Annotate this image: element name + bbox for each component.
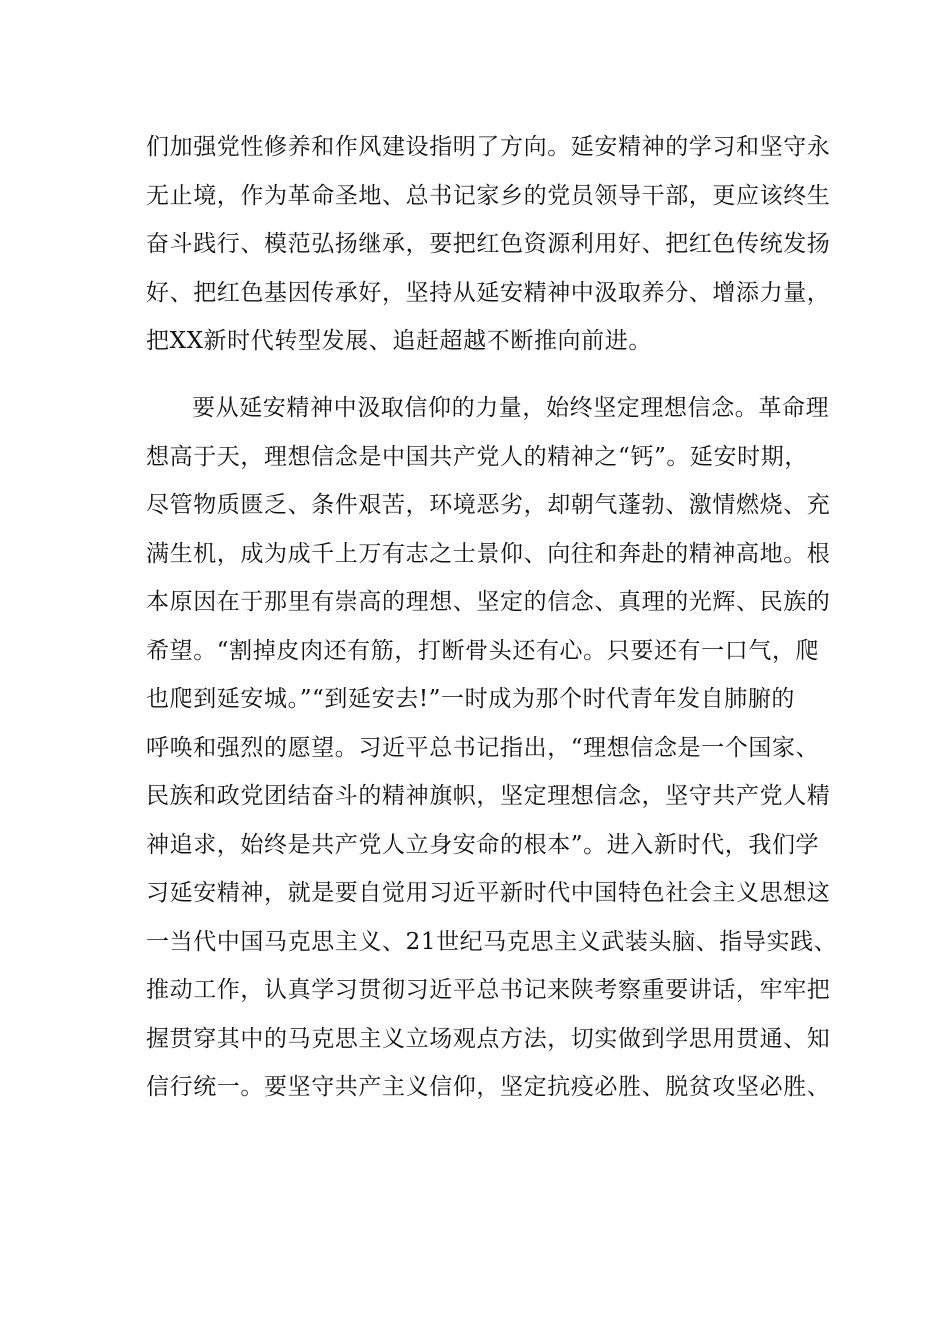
text-line: 也爬到延安城。”“到延安去!”一时成为那个时代青年发自肺腑的: [146, 686, 796, 712]
text-line: 好、把红色基因传承好，坚持从延安精神中汲取养分、增添力量，: [146, 279, 831, 306]
text-line: 习延安精神，就是要自觉用习近平新时代中国特色社会主义思想这: [146, 880, 831, 906]
paragraph-1: [146, 123, 831, 366]
text-line: 呼唤和强烈的愿望。习近平总书记指出，“理想信念是一个国家、: [146, 734, 820, 761]
text-line: 民族和政党团结奋斗的精神旗帜，坚定理想信念，坚守共产党人精: [146, 783, 831, 809]
text-line: 希望。“割掉皮肉还有筋，打断骨头还有心。只要还有一口气，爬: [146, 637, 820, 664]
text-line: 握贯穿其中的马克思主义立场观点方法，切实做到学思用贯通、知: [146, 1025, 831, 1052]
text-line: 无止境，作为革命圣地、总书记家乡的党员领导干部，更应该终生: [146, 182, 831, 209]
text-line: 信行统一。要坚守共产主义信仰，坚定抗疫必胜、脱贫攻坚必胜、: [146, 1074, 831, 1100]
text-line: 奋斗践行、模范弘扬继承，要把红色资源利用好、把红色传统发扬: [146, 231, 831, 257]
text-line: 本原因在于那里有崇高的理想、坚定的信念、真理的光辉、民族的: [146, 589, 831, 615]
paragraph-2: [146, 384, 838, 1112]
text-line: 尽管物质匮乏、条件艰苦，环境恶劣，却朝气蓬勃、激情燃烧、充: [146, 492, 831, 518]
text-line: 把XX新时代转型发展、追赶超越不断推向前进。: [146, 328, 652, 354]
text-line: 一当代中国马克思主义、21世纪马克思主义武装头脑、指导实践、: [146, 928, 838, 955]
text-line: 神追求，始终是共产党人立身安命的根本”。进入新时代，我们学: [146, 831, 820, 858]
text-line: 推动工作，认真学习贯彻习近平总书记来陕考察重要讲话，牢牢把: [146, 977, 831, 1003]
text-line: 想高于天，理想信念是中国共产党人的精神之“钙”。延安时期，: [146, 443, 808, 470]
text-line: 们加强党性修养和作风建设指明了方向。延安精神的学习和坚守永: [146, 134, 831, 160]
text-line: 要从延安精神中汲取信仰的力量，始终坚定理想信念。革命理: [192, 395, 830, 421]
text-line: 满生机，成为成千上万有志之士景仰、向往和奔赴的精神高地。根: [146, 540, 831, 567]
